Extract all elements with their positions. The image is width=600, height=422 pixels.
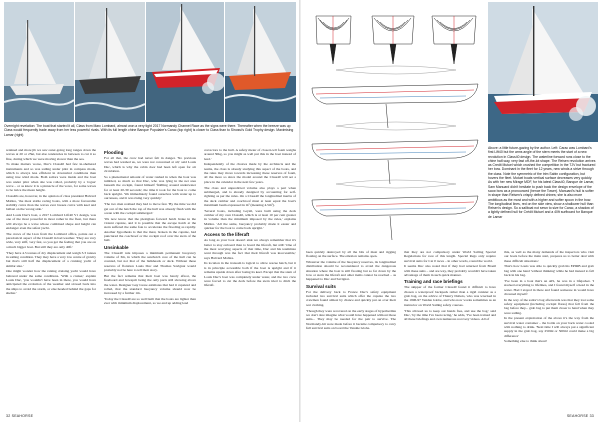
paragraph: 'We now know that the plexiglass forward hatch broke in the violent capsize, and it is possible that the escape hatch at the stern suffered the same fate to accelerate the flooding as rapidly. Another hypothesis is that the mast, broken in the capsize, had punctured the coachroof or the cockpit roof over the stern of the hull.: [104, 216, 196, 243]
paragraph: Independently of the choices made by the architects and the teams, the class is already studying this aspect of the boats, and the rules may move towards increasing these reserves of foam, all the more so since the model around the Class40 will set a place in the calendar in the next few years.: [204, 162, 296, 184]
paragraph: Class40s are, however, in the opinion of class president Halvard Mabire, 'the most stable racing boats, with a more favourable stability curve than the waves ever breeze curve with keel and ballast on the wrong side.': [6, 194, 96, 212]
left-text-columns: [6, 148, 296, 410]
hull-lines-drawings: [306, 4, 484, 244]
paragraph: But the fact remains that their boat was barely afloat, the freeboard and bowsprit being the only parts still showing above the water. Designer Guy Lione estimates that had it capsized and rolled, that the standard buoyancy volume should now be increased by a further 1m.: [104, 273, 196, 296]
photo-carac: [488, 2, 598, 142]
photo-class40-red: [146, 2, 224, 122]
paragraph: The class and unpredicted volume also plays a part when submerged, and is already designed by accounting for self-righting as per the rules. On a Class40 the longitudinal inertia of the deck camber and coachroof must at least equal the boat's maximum beam expressed in m² (meaning 4.5m²).: [204, 185, 296, 207]
paragraph: Its location in the transom is logical to allow rescue hatch, but it is in principle accessible both if the boat is upright and if it remains upside down after losing its keel. Except that the stern of Louis Duc's boat was completely under water, and the two crew were forced to cut the deck before the stern tried to ditch the liferaft.: [204, 261, 296, 288]
paragraph: 'Several boats, including Leyzil, were built using the deck camber of my own Class40, which is at least 10 per cent greater in volume than the minimum imposed by the rules,' explains Mabire. 'All the same, buoyancy probably made it easier and quicker for the boat to come back upright.': [204, 208, 296, 231]
right-page: [300, 0, 600, 422]
photo-class40-orange: [225, 2, 296, 122]
paragraph: To make matters worse, Duc's Class40 had few in-sheltered instruments and so was sailing under pilot in compass mode, which is always less efficient in downwind conditions then using true wind mode. Both sailors were inside and the boat was under pilot when she was rolled, probably by a 'rogue' wave – or as know it is a pinnacle of the wave, for some waves to be twice the mean height.: [6, 162, 96, 193]
paragraph: The Class40 rule imposes a minimum permanent buoyancy volume of 3m, in which the sandwich core of the hull can be counted, but not that of the bulkheads or deck. Without these reserves of flotation Louis Duc and Thomas Savignat would probably not be here to tell their story.: [104, 250, 196, 273]
paragraph: One might wonder how the raising cruising yacht would have behaved under the same conditions. 'With a cruiser,' explain Louis Duc, 'you wouldn't have been in there, you would have anticipated the evolution of the weather and slowed back into the ships to avoid the storm, or else headed behind the gaps for shelter.': [6, 269, 96, 295]
paragraph: As long as your boat doesn't sink we always remember that it's better to stay onboard than to board the liferaft, but still: 'One of the most worrying aspects of that time, Duc and his teammate went through was the fact that their liferaft was inaccessible,' says Halvard Mabire.: [204, 238, 296, 260]
paragraph: been quickly destroyed by all the bits of mast and rigging floating on the surface. The emotion remains open.: [306, 250, 396, 259]
right-column-2: [404, 250, 496, 323]
subhead-training: Training and race briefings: [404, 279, 463, 285]
paragraph: Something else to think about!: [504, 339, 547, 344]
paragraph: Whatever the volume of the buoyancy reserves, its longitudinal distribution should be reconsidered to avoid the dangerous situation where the boat is still floating but so far down by the bow or stern the liferaft and other items cannot be reached – as happened to Duc and Savignat.: [306, 260, 396, 282]
subhead-liferaft: Access to the liferaft: [204, 232, 250, 238]
subhead-survival-suits: Survival suits: [306, 283, 336, 289]
left-column-2: [104, 148, 196, 307]
paragraph: In the present exploitation of the above it's the way from the survival water container – the bottle on your back water cooled with nothing to drink. 'Next time I will always put a significant supply in the grab bag, say 250ml or 500ml could make a big difference': [504, 316, 594, 338]
paragraph: That's how Louis was able to quickly grab his EPIRB and grab bag with one hand 'without thinking' while he had instead to fall back in his bag.: [504, 264, 594, 278]
right-column-3: [504, 250, 594, 345]
paragraph: correctors to the hull. A safety meter of closed-cell foam weighs around 30kg, so you might as well put this in the boat instead of lead.': [204, 148, 296, 161]
paragraph: The crews of the Lion from the Lombard office, pointe out a paradoxical aspect of the Class40 in bad weather. 'They are very wide, very stiff, very fast, so you get the feeling that you are on a much bigger boat. But still they are only 40ft.': [6, 231, 96, 249]
photo-strip: [4, 2, 296, 122]
paragraph: In the way of the sailor's bag afterwards was that they lost some safety equipment (including cockpit flares) that fell from the bag before they... grab bag to put them closer to hand when they were sailing.: [504, 297, 594, 315]
subhead-flooding: Flooding: [104, 150, 124, 155]
left-column-1: [6, 148, 96, 297]
photo-class40-white: [4, 2, 74, 122]
paragraph: 'They have 4.5 tonnes of dry displacement and weigh 3.3 tonnes in sailing condition. They may have a very low centre of gravity but that's still half the displacement of a cruising yacht of similar size.': [6, 250, 96, 268]
paragraph: that they are not compulsory under World Sailing Special Regulations for race of this length. Special Regs only require survival suits for Cat 0 races – in other words, round the world.: [404, 250, 496, 263]
paragraph: For the delivery back to France Duc's safety equipment included two survival suits which offer the capsize the two crewmen found almost by chance and quickly put on over their wet clothing.: [306, 289, 396, 307]
paragraph: 'Though they were recovered on the early stages of hypothermia we don't dare imagine what would have happened without those suits... They may be needed for the pair to survive. The Normandy-hit were made before it became compulsory to carry full survival suits on board the Vendée Globe.: [306, 308, 396, 330]
right-caption: Above: a little future-gazing by the author. Left: Carac was Lombard's first Lift40 but the arms angle of the stern meets the start of a new revolution in Class40 design. The waterline forward runs close to the chine half-way, very fast off-the-lot shape. The Reisen revolution arrives as Credit Mutuel which crushed the competition in the TJV but fractured her bow. Dominant in the fleet for 12 years, new winds a strive through the class. Note the symmetric of the trim Sabin configuration, but hovers the fleet. Mutuel boats vertical surface decreases very quickly. As with her new Mirage MDF, for his latest Class40, Banque de Lamar, Sam Manuard didn't hesitate to push back the design envelope of the scow bow as a pronounced (hence the Tower). Manuard's hull is softer in shape than Reisen's crisply defined chines; she is also more ambitious as the most and with a higher and softer spoon in the bow. The longitudinal lines, red on the side view, show a shallower hull than Reisen's design. So a sailboat not sewn to size for Carac, a shadow of a lightly defined hull for Crédit Mutuel and a 40ft surfboard for Banque de Lamar: [488, 146, 596, 219]
paragraph: For all that, the crew had never felt in danger. 'No previous waves had washed us, we were not concerned at all,' said Louis Duc, which is why the cabin door had been left open for air circulation.: [104, 156, 196, 174]
left-column-3: [204, 148, 296, 289]
paragraph: 'This allowed us to keep our hands free, and use the bag,' said Duc, 'by the time I've been racing,' he adds, 'I've been trained and all these briefings and own numerous recovery videos. All of: [404, 308, 496, 322]
paragraph: The skipper of the former Class40 found it difficult to have chosen a waterproof backpack rather than a rigid canister as a grab bag, on the advice of Thierry Dubois, who was wrecked in the 1996-97 Vendée Globe, and who now works sometimes as an instructor on World Sailing safety courses.: [404, 285, 496, 307]
page-number-left: 32 SEAHORSE: [6, 414, 34, 418]
paragraph: this, as well as the many demands of the inspectors who visit our boats before the main start, prepares us to better deal with these difficult situations.': [504, 250, 594, 263]
paragraph: 'I've been in a boat that's an AIS, he was in a lifejacket. 'I stacked everything to lifelines, and I found myself a head in the water. Had I stayed in there and found someone in would have drowned myself.': [504, 278, 594, 296]
right-text-columns: [306, 250, 594, 410]
paragraph: It seems Duc also noted that if they had returned from Brazil with these suits – and are way, they probably wouldn't have taken advantage of them in such quick manner.: [404, 264, 496, 278]
paragraph: 'The two men realised they had to move fast. 'By the time we did get out of the hatch the top of the hull was already flush with the ocean with the cockpit submerged.': [104, 202, 196, 215]
paragraph: And Louis Duc's boat, a 2017 Lombard Lift40 V1 design, was one of the most powerful in most rather in the fleet, but there will always be a wave whose combined shape and height can endanger even the safest yacht.: [6, 212, 96, 231]
page-number-right: SEAHORSE 33: [566, 414, 594, 418]
right-column-1: [306, 250, 396, 332]
paragraph: 'Today the Class40 are so well built that the boats are lighter than ever with minimum displacement, so we end up adding lead: [104, 296, 196, 306]
paragraph: So a phenomenal amount of water rushed in when the boat was tumbled, so much so that Duc, who was lying in the net area beneath the cockpit, found himself 'fiddling around underwater for at least 20-30 seconds', the time it took for the boat to come back upright. 'We immediately found ourselves with water up to our knees, and it was rising very quickly.': [104, 174, 196, 201]
subhead-unsinkable: Unsinkable: [104, 244, 129, 250]
left-caption: Overnight revelation: The boat that started it all, Class from Marc Lombard, almost won a very tight 2017 Normandy Channel Race as the signs were there. Thereafter when the breeze was up Class would frequently trade away from her less powerful rivals. With its full length chine Banque Populaire's Carac (top right) is closer to Class than to Sinossi's Gold Trophy design. Maximising Lamar (right): [4, 124, 294, 137]
photo-class40-grey: [75, 2, 145, 122]
paragraph: retained and more jib we saw outer-going long ranges down the waves at 20 or 25kt, but also tendencies in between to cut it so fine, during which we were moving slower than the sea.: [6, 148, 96, 161]
